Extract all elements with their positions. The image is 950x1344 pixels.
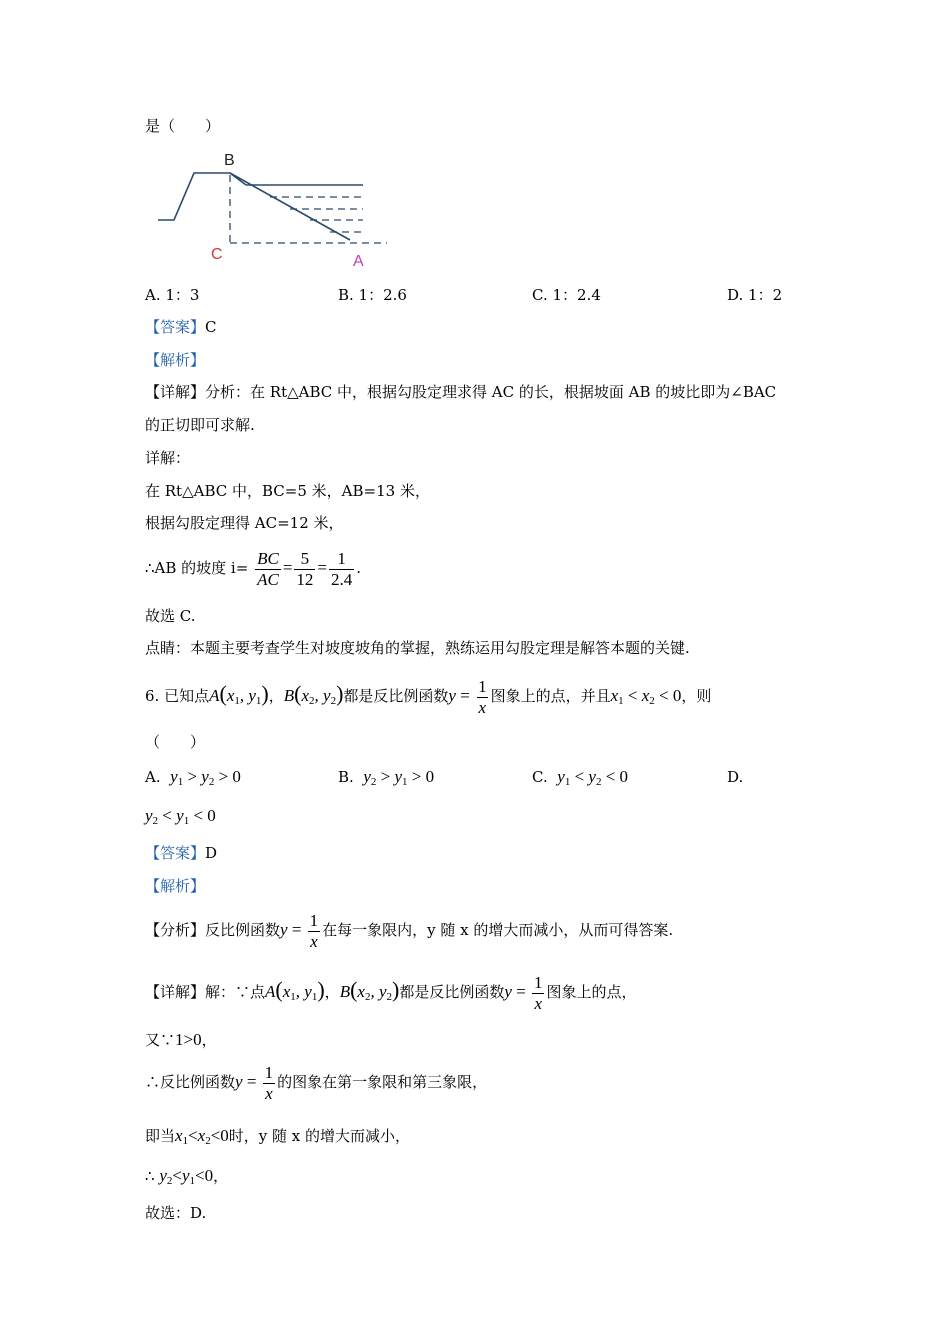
label-c: C xyxy=(211,246,223,263)
q5-option-d: D. 1：2 xyxy=(727,286,783,304)
q5-detail-l4: 在 Rt△ABC 中，BC=5 米，AB=13 米， xyxy=(145,482,430,500)
q6-therefore: ∴反比例函数y = $\frac{1}{x}$ 的图象在第一象限和第三象限， xyxy=(145,1062,488,1103)
q6-fenxi: 【分析】反比例函数y = $\frac{1}{x}$ 在每一象限内，y 随 x 的增大而减小，从而可得答案. xyxy=(145,910,674,951)
q5-detail-l3: 详解： xyxy=(145,449,191,467)
label-b: B xyxy=(224,152,235,169)
q6-choose: 故选：D. xyxy=(145,1204,207,1222)
detail-tag: 【详解】 xyxy=(145,383,206,401)
fraction-5-12: $\frac{5}{12}$ xyxy=(296,548,314,589)
q5-option-c: C. 1：2.4 xyxy=(532,286,601,304)
q5-stem-tail: 是（ ） xyxy=(145,117,221,135)
q6-option-b: B. $y_2 > y_1 > 0$ xyxy=(338,767,435,788)
q5-choose: 故选 C. xyxy=(145,607,196,625)
q6-stem: 6. 已知点$A(x_1$, $y_1$)，$B(x_2$, $y_2$)都是反比例函数y = $\frac{1}{x}$ 图象上的点，并且$x_1 < x_2 < 0$，则 xyxy=(145,676,712,717)
q5-analysis-tag: 【解析】 xyxy=(145,351,206,369)
q5-comment: 点睛：本题主要考查学生对坡度坡角的掌握，熟练运用勾股定理是解答本题的关键. xyxy=(145,639,690,657)
q6-conclusion: ∴ $y_2<y_1<0$， xyxy=(145,1166,229,1187)
q6-you: 又∵1>0， xyxy=(145,1030,217,1049)
q6-option-d: D. xyxy=(727,768,744,786)
q6-analysis-tag: 【解析】 xyxy=(145,877,206,895)
q6-option-a: A. $y_1 > y_2 > 0$ xyxy=(145,767,241,788)
fraction-1-2-4: $\frac{1}{2.4}$ xyxy=(331,548,353,589)
q6-detail: 【详解】解：∵点$A(x_1$, $y_1$)，$B(x_2$, $y_2$)都是反比例函数y = $\frac{1}{x}$ 图象上的点， xyxy=(145,972,637,1013)
slope-figure xyxy=(150,145,395,275)
answer-value: C xyxy=(205,318,217,336)
fraction-bc-ac: $\frac{BC}{AC}$ xyxy=(257,548,279,589)
q5-detail-l2: 的正切即可求解. xyxy=(145,416,255,434)
q6-option-d-expr: $y_2 < y_1 < 0$ xyxy=(145,806,216,827)
q6-paren: （ ） xyxy=(145,733,206,751)
q6-when: 即当$x_1<x_2<0$时，y 随 x 的增大而减小， xyxy=(145,1126,411,1147)
q6-option-c: C. $y_1 < y_2 < 0$ xyxy=(532,767,629,788)
q5-option-b: B. 1：2.6 xyxy=(338,286,407,304)
q5-slope-line: ∴AB 的坡度 i= $\frac{BC}{AC}$ = $\frac{5}{12}$ = $\frac{1}{2.4}$ . xyxy=(145,548,362,589)
q5-detail-l1: 【详解】分析：在 Rt△ABC 中，根据勾股定理求得 AC 的长，根据坡面 AB 的坡比即为∠BAC xyxy=(145,383,777,401)
q5-answer xyxy=(145,317,217,337)
q6-answer: 【答案】D xyxy=(145,844,218,862)
answer-tag: 【答案】 xyxy=(145,318,206,336)
label-a: A xyxy=(353,253,364,270)
q5-detail-l5: 根据勾股定理得 AC=12 米， xyxy=(145,514,344,532)
q5-option-a: A. 1：3 xyxy=(145,286,200,304)
